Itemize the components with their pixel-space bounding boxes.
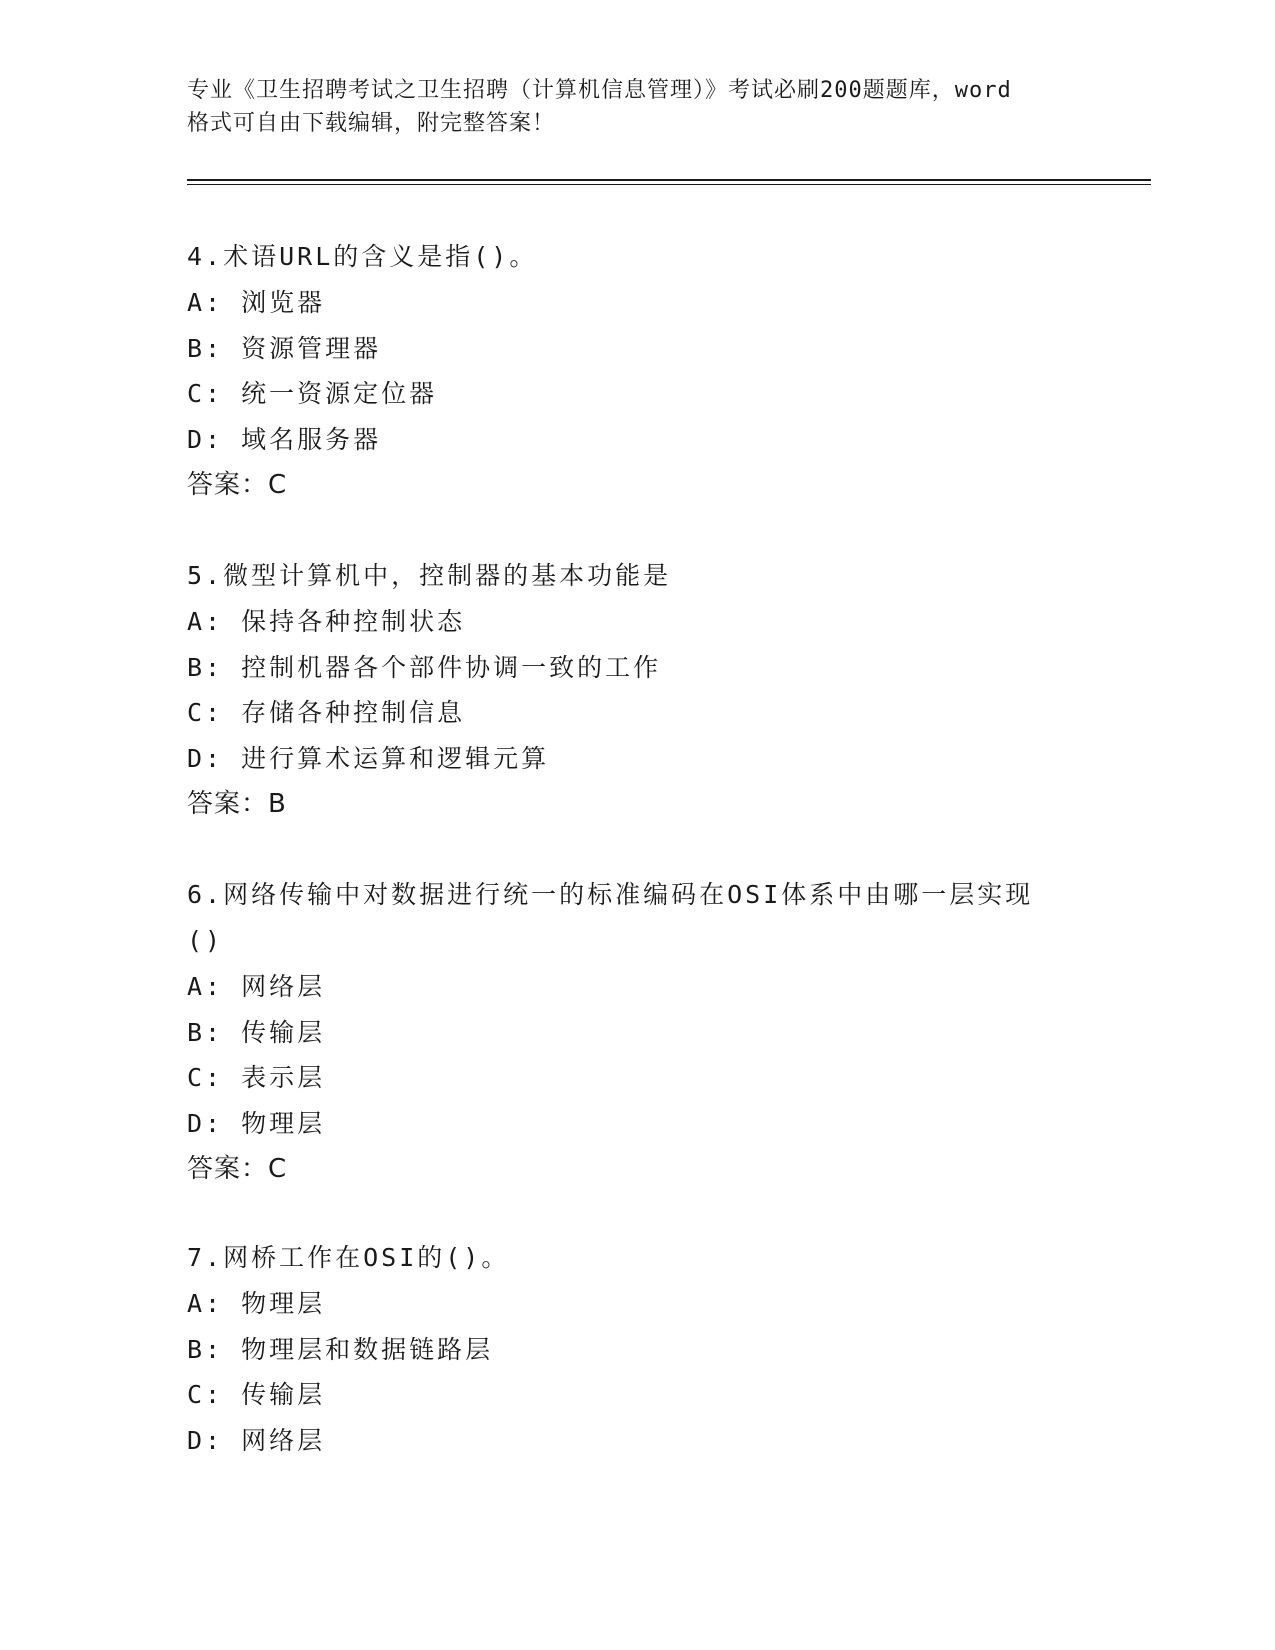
header-divider-bottom — [187, 184, 1151, 185]
header-divider-top — [187, 179, 1151, 181]
header-line-2: 格式可自由下载编辑，附完整答案！ — [187, 111, 556, 136]
option-b: B: 物理层和数据链路层 — [187, 1334, 494, 1364]
option-a: A: 网络层 — [187, 972, 326, 1001]
question-stem: 7.网桥工作在OSI的()。 — [187, 1243, 510, 1272]
option-b: B: 控制机器各个部件协调一致的工作 — [187, 652, 662, 682]
answer: 答案：C — [187, 1154, 288, 1184]
question-4 — [187, 234, 1147, 508]
document-header — [187, 74, 1087, 140]
question-7 — [187, 1235, 1147, 1463]
header-line-1: 专业《卫生招聘考试之卫生招聘（计算机信息管理）》考试必刷200题题库，word — [187, 78, 1012, 103]
answer: 答案：C — [187, 470, 288, 500]
option-a: A: 物理层 — [187, 1289, 326, 1318]
option-a: A: 保持各种控制状态 — [187, 607, 466, 636]
question-5 — [187, 553, 1147, 827]
option-d: D: 进行算术运算和逻辑元算 — [187, 743, 550, 773]
question-stem-continued: () — [187, 926, 224, 955]
option-b: B: 传输层 — [187, 1017, 326, 1047]
option-a: A: 浏览器 — [187, 288, 326, 317]
answer: 答案：B — [187, 789, 287, 819]
question-stem: 6.网络传输中对数据进行统一的标准编码在OSI体系中由哪一层实现 — [187, 880, 1034, 909]
question-stem: 4.术语URL的含义是指()。 — [187, 242, 538, 271]
option-d: D: 域名服务器 — [187, 424, 382, 454]
option-d: D: 物理层 — [187, 1108, 326, 1138]
question-6 — [187, 872, 1147, 1192]
option-c: C: 传输层 — [187, 1380, 326, 1409]
option-c: C: 存储各种控制信息 — [187, 698, 466, 727]
option-d: D: 网络层 — [187, 1425, 326, 1455]
option-c: C: 表示层 — [187, 1063, 326, 1092]
option-c: C: 统一资源定位器 — [187, 379, 438, 408]
question-stem: 5.微型计算机中，控制器的基本功能是 — [187, 561, 672, 590]
option-b: B: 资源管理器 — [187, 333, 382, 363]
